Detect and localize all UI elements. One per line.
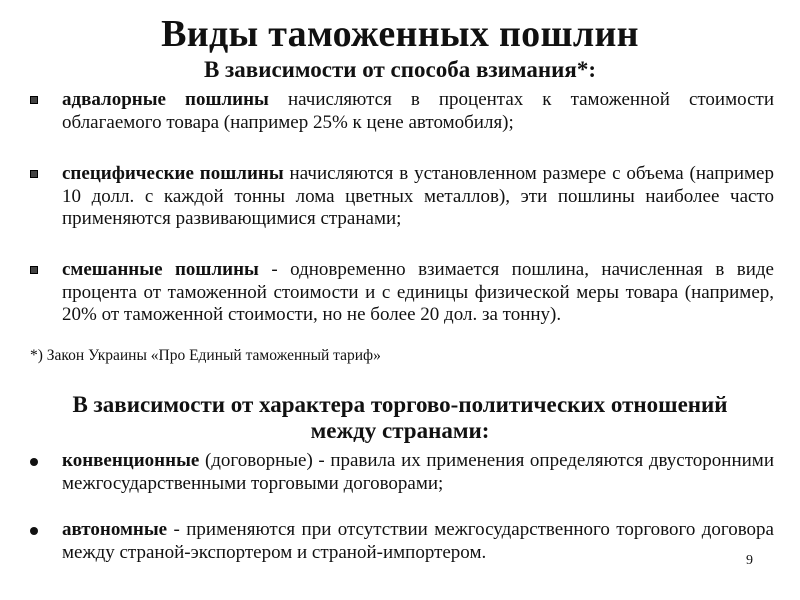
term-mixed: смешанные пошлины <box>62 259 259 280</box>
term-conventional: конвенционные <box>62 450 200 471</box>
term-specific: специфические пошлины <box>62 163 284 184</box>
round-bullet-icon <box>30 527 38 535</box>
list-item-conventional <box>62 450 774 495</box>
term-autonomous: автономные <box>62 519 168 540</box>
description-autonomous: - применяются при отсутствии межгосударственного торгового договора между страной-экспортером и страной-импортером. <box>62 519 774 563</box>
page-number: 9 <box>746 553 753 568</box>
description-advalorem: начисляются в процентах к таможенной стоимости облагаемого товара (например 25% к цене автомобиля); <box>62 89 774 133</box>
section2-heading: В зависимости от характера торгово-политических отношений между странами: <box>72 392 728 443</box>
square-bullet-icon <box>30 170 38 178</box>
description-conventional: (договорные) - правила их применения определяются двусторонними межгосударственными торговыми договорами; <box>62 450 774 494</box>
square-bullet-icon <box>30 266 38 274</box>
section1-heading: В зависимости от способа взимания*: <box>203 57 597 82</box>
footnote: *) Закон Украины «Про Единый таможенный тариф» <box>30 347 381 364</box>
list-item-autonomous <box>62 519 774 564</box>
list-item-specific <box>62 163 774 231</box>
term-advalorem: адвалорные пошлины <box>62 89 269 110</box>
description-specific: начисляются в установленном размере с объема (например 10 долл. с каждой тонны лома цветных металлов), эти пошлины наиболее часто применяются развивающимися странами; <box>62 163 774 229</box>
list-item-mixed <box>62 259 774 327</box>
square-bullet-icon <box>30 96 38 104</box>
list-item-advalorem <box>62 89 774 134</box>
slide-title: Виды таможенных пошлин <box>161 13 639 55</box>
round-bullet-icon <box>30 458 38 466</box>
description-mixed: - одновременно взимается пошлина, начисленная в виде процента от таможенной стоимости и с единицы физической меры товара (например, 20% от таможенной стоимости, но не более 20 дол. за тонну). <box>62 259 774 325</box>
